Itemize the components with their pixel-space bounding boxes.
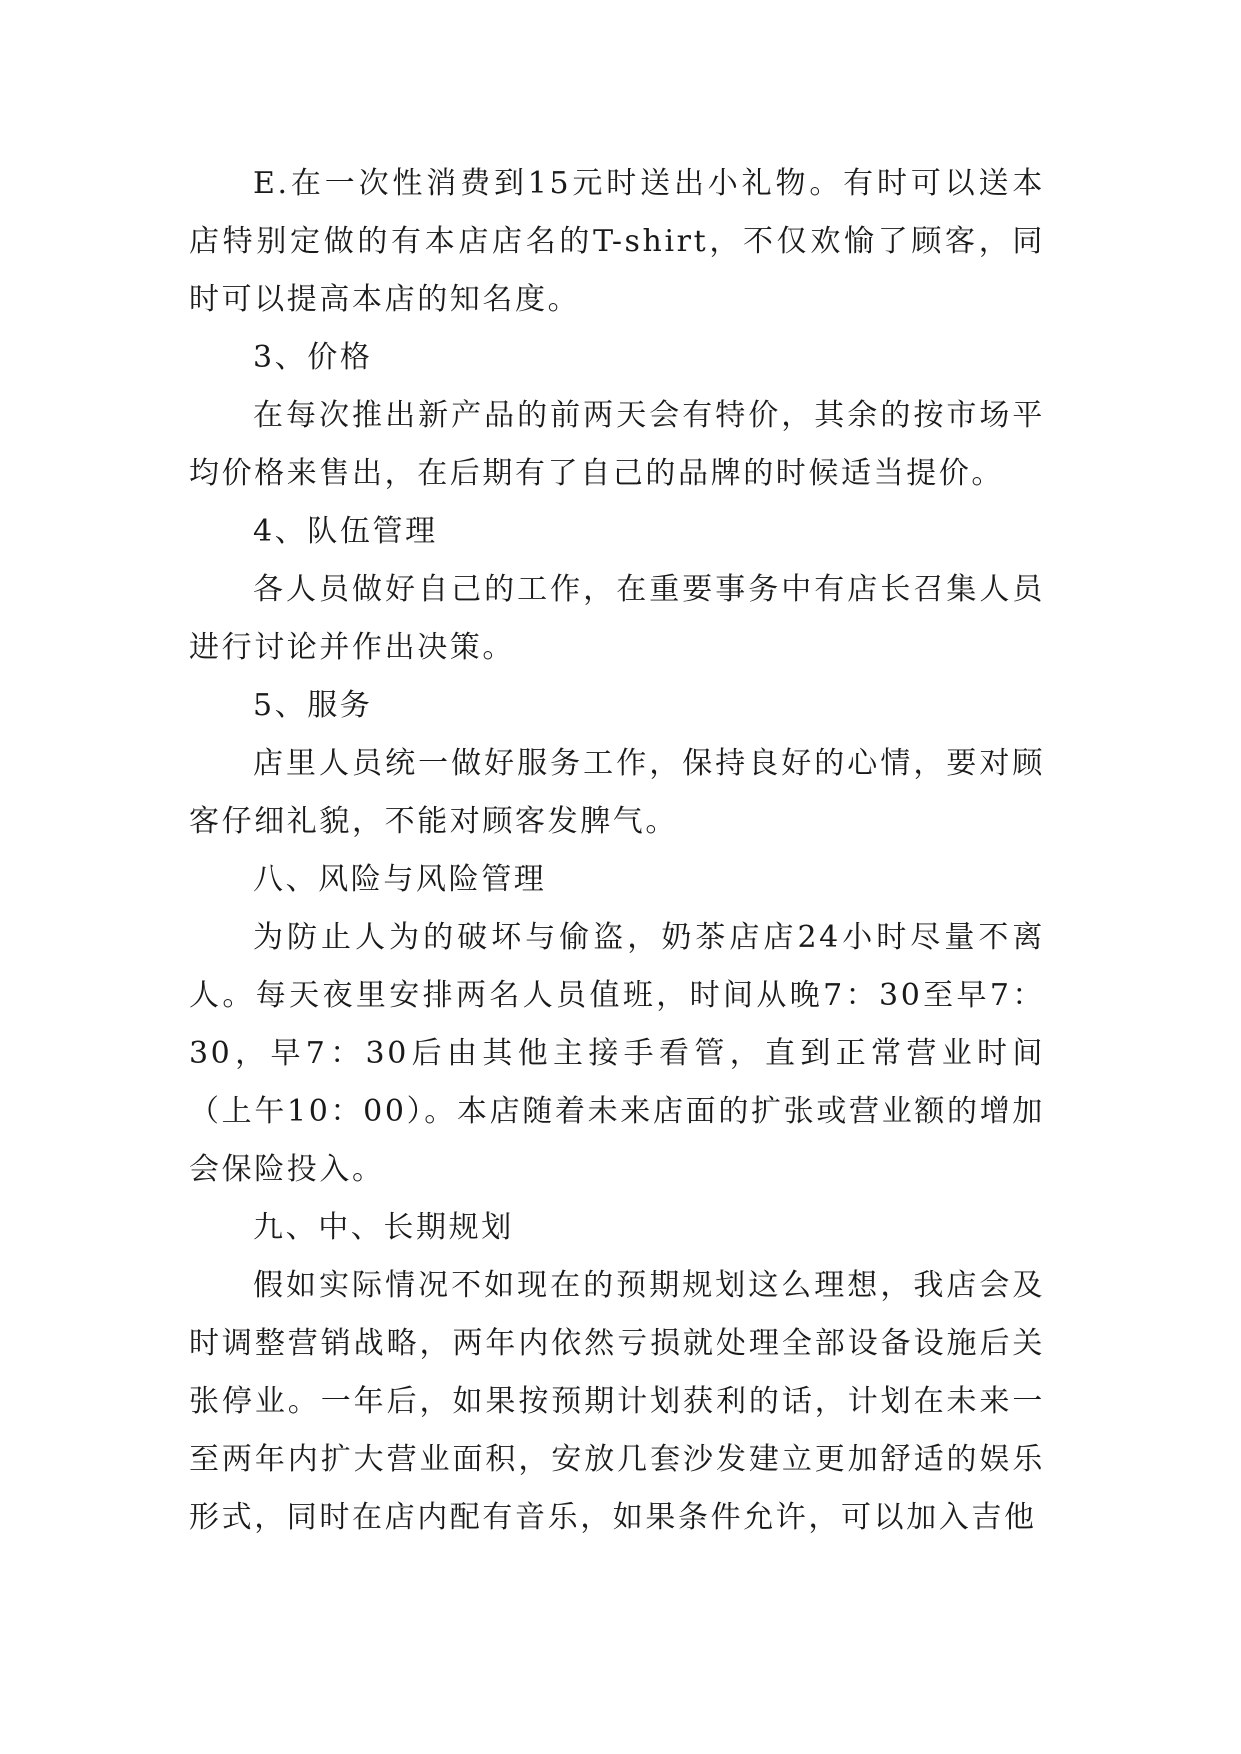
paragraph-team-management: 各人员做好自己的工作，在重要事务中有店长召集人员进行讨论并作出决策。 [189,572,1045,665]
document-body [189,155,1045,1547]
paragraph-long-term-plan: 假如实际情况不如现在的预期规划这么理想，我店会及时调整营销战略，两年内依然亏损就处理全部设备设施后关张停业。一年后，如果按预期计划获利的话，计划在未来一至两年内扩大营业面积，安放几套沙发建立更加舒适的娱乐形式，同时在店内配有音乐，如果条件允许，可以加入吉他 [189,1268,1045,1535]
paragraph-risk-management: 为防止人为的破坏与偷盗，奶茶店店24小时尽量不离人。每天夜里安排两名人员值班，时间从晚7：30至早7：30，早7：30后由其他主接手看管，直到正常营业时间（上午10：00）。本店随着未来店面的扩张或营业额的增加会保险投入。 [189,920,1045,1187]
heading-team-management: 4、队伍管理 [253,514,438,549]
paragraph-price: 在每次推出新产品的前两天会有特价，其余的按市场平均价格来售出，在后期有了自己的品牌的时候适当提价。 [189,398,1045,491]
heading-risk-management: 八、风险与风险管理 [253,862,547,897]
paragraph-service: 店里人员统一做好服务工作，保持良好的心情，要对顾客仔细礼貌，不能对顾客发脾气。 [189,746,1045,839]
heading-price: 3、价格 [253,340,373,375]
heading-service: 5、服务 [253,688,373,723]
heading-long-term-plan: 九、中、长期规划 [253,1210,514,1245]
paragraph-gift-promotion: E.在一次性消费到15元时送出小礼物。有时可以送本店特别定做的有本店店名的T-shirt，不仅欢愉了顾客，同时可以提高本店的知名度。 [189,166,1045,317]
